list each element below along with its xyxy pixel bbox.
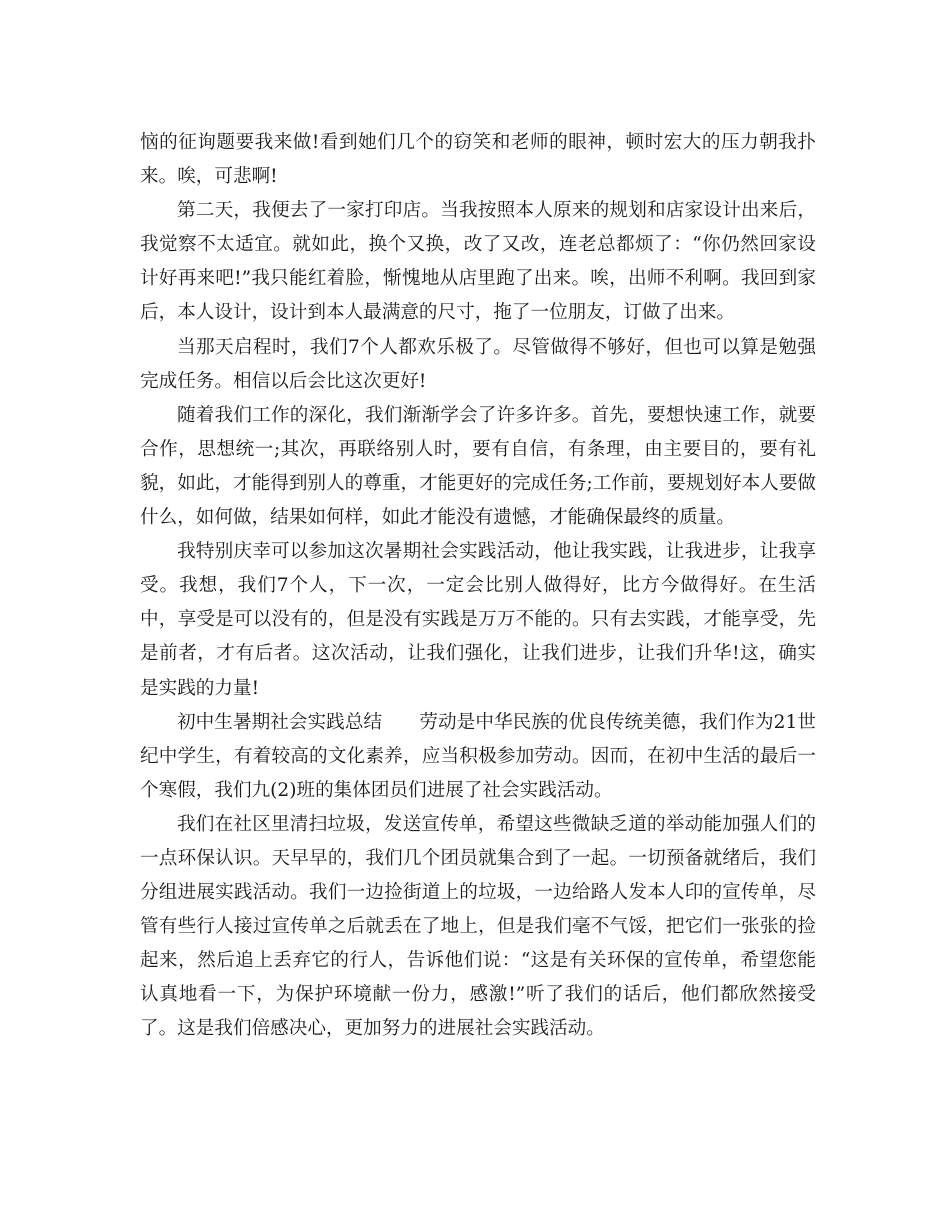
paragraph: 当那天启程时，我们7个人都欢乐极了。尽管做得不够好，但也可以算是勉强完成任务。相信以后会比这次更好!: [140, 336, 816, 392]
document-body: [140, 126, 816, 1047]
paragraph-section-start: 初中生暑期社会实践总结 劳动是中华民族的优良传统美德，我们作为21世纪中学生，有着较高的文化素养，应当积极参加劳动。因而，在初中生活的最后一个寒假，我们九(2)班的集体团员们进展了社会实践活动。: [140, 711, 816, 801]
paragraph: 第二天，我便去了一家打印店。当我按照本人原来的规划和店家设计出来后，我觉察不太适宜。就如此，换个又换，改了又改，连老总都烦了：“你仍然回家设计好再来吧!”我只能红着脸，惭愧地从店里跑了出来。唉，出师不利啊。我回到家后，本人设计，设计到本人最满意的尺寸，拖了一位朋友，订做了出来。: [140, 200, 816, 324]
paragraph: 我们在社区里清扫垃圾，发送宣传单，希望这些微缺乏道的举动能加强人们的一点环保认识。天早早的，我们几个团员就集合到了一起。一切预备就绪后，我们分组进展实践活动。我们一边捡街道上的垃圾，一边给路人发本人印的宣传单，尽管有些行人接过宣传单之后就丢在了地上，但是我们毫不气馁，把它们一张张的捡起来，然后追上丢弃它的行人，告诉他们说：“这是有关环保的宣传单，希望您能认真地看一下，为保护环境献一份力，感激!”听了我们的话后，他们都欣然接受了。这是我们倍感决心，更加努力的进展社会实践活动。: [140, 813, 816, 1040]
paragraph-continuation: 恼的征询题要我来做!看到她们几个的窃笑和老师的眼神，顿时宏大的压力朝我扑来。唉，可悲啊!: [140, 132, 816, 188]
paragraph: 随着我们工作的深化，我们渐渐学会了许多许多。首先，要想快速工作，就要合作，思想统一;其次，再联络别人时，要有自信，有条理，由主要目的，要有礼貌，如此，才能得到别人的尊重，才能更好的完成任务;工作前，要规划好本人要做什么，如何做，结果如何样，如此才能没有遗憾，才能确保最终的质量。: [140, 404, 816, 529]
paragraph: 我特别庆幸可以参加这次暑期社会实践活动，他让我实践，让我进步，让我享受。我想，我们7个人，下一次，一定会比别人做得好，比方今做得好。在生活中，享受是可以没有的，但是没有实践是万万不能的。只有去实践，才能享受，先是前者，才有后者。这次活动，让我们强化，让我们进步，让我们升华!这，确实是实践的力量!: [140, 541, 816, 699]
